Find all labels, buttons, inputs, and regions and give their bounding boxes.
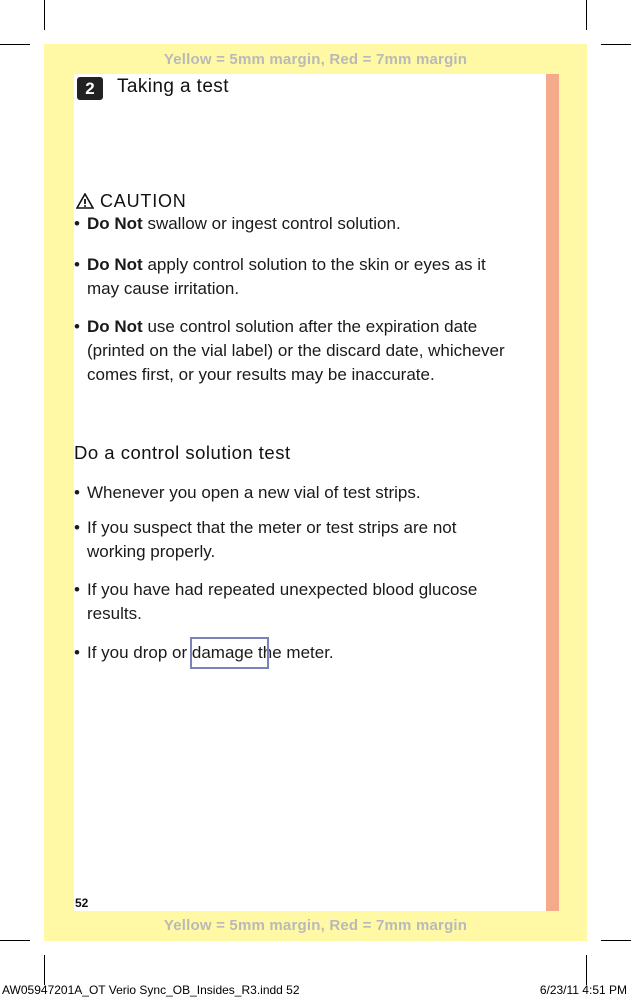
slug-filename: AW05947201A_OT Verio Sync_OB_Insides_R3.indd 52 — [2, 983, 300, 997]
crop-mark — [601, 940, 631, 941]
margin-label-top: Yellow = 5mm margin, Red = 7mm margin — [163, 51, 468, 68]
crop-mark — [44, 0, 45, 30]
crop-mark — [601, 44, 631, 45]
warning-icon — [76, 193, 94, 209]
control-test-item: • If you drop or damage the meter. — [74, 643, 334, 662]
control-test-item: • Whenever you open a new vial of test strips. — [74, 483, 421, 502]
control-test-item: • If you suspect that the meter or test strips are not working properly. — [74, 518, 457, 561]
crop-mark — [586, 0, 587, 30]
slug-date: 6/23/11 4:51 PM — [539, 983, 627, 997]
control-test-item: • If you have had repeated unexpected blood glucose results. — [74, 580, 478, 623]
control-test-heading: Do a control solution test — [74, 442, 291, 463]
caution-label: CAUTION — [100, 191, 187, 211]
caution-item: • Do Not apply control solution to the skin or eyes as it may cause irritation. — [74, 255, 486, 298]
caution-item: • Do Not use control solution after the expiration date (printed on the vial label) or the discard date, whichever comes first, or your results may be inaccurate. — [74, 317, 505, 384]
caution-heading — [76, 191, 187, 212]
page-number: 52 — [75, 896, 89, 910]
caution-item: • Do Not swallow or ingest control solution. — [74, 214, 401, 233]
crop-mark — [586, 955, 587, 985]
section-title: Taking a test — [117, 76, 229, 97]
margin-label-bottom: Yellow = 5mm margin, Red = 7mm margin — [163, 917, 468, 934]
text-selection-box[interactable] — [190, 637, 269, 669]
section-number-badge: 2 — [77, 77, 103, 100]
crop-mark — [0, 44, 30, 45]
crop-mark — [44, 955, 45, 985]
red-margin-strip — [546, 74, 559, 911]
crop-mark — [0, 940, 30, 941]
